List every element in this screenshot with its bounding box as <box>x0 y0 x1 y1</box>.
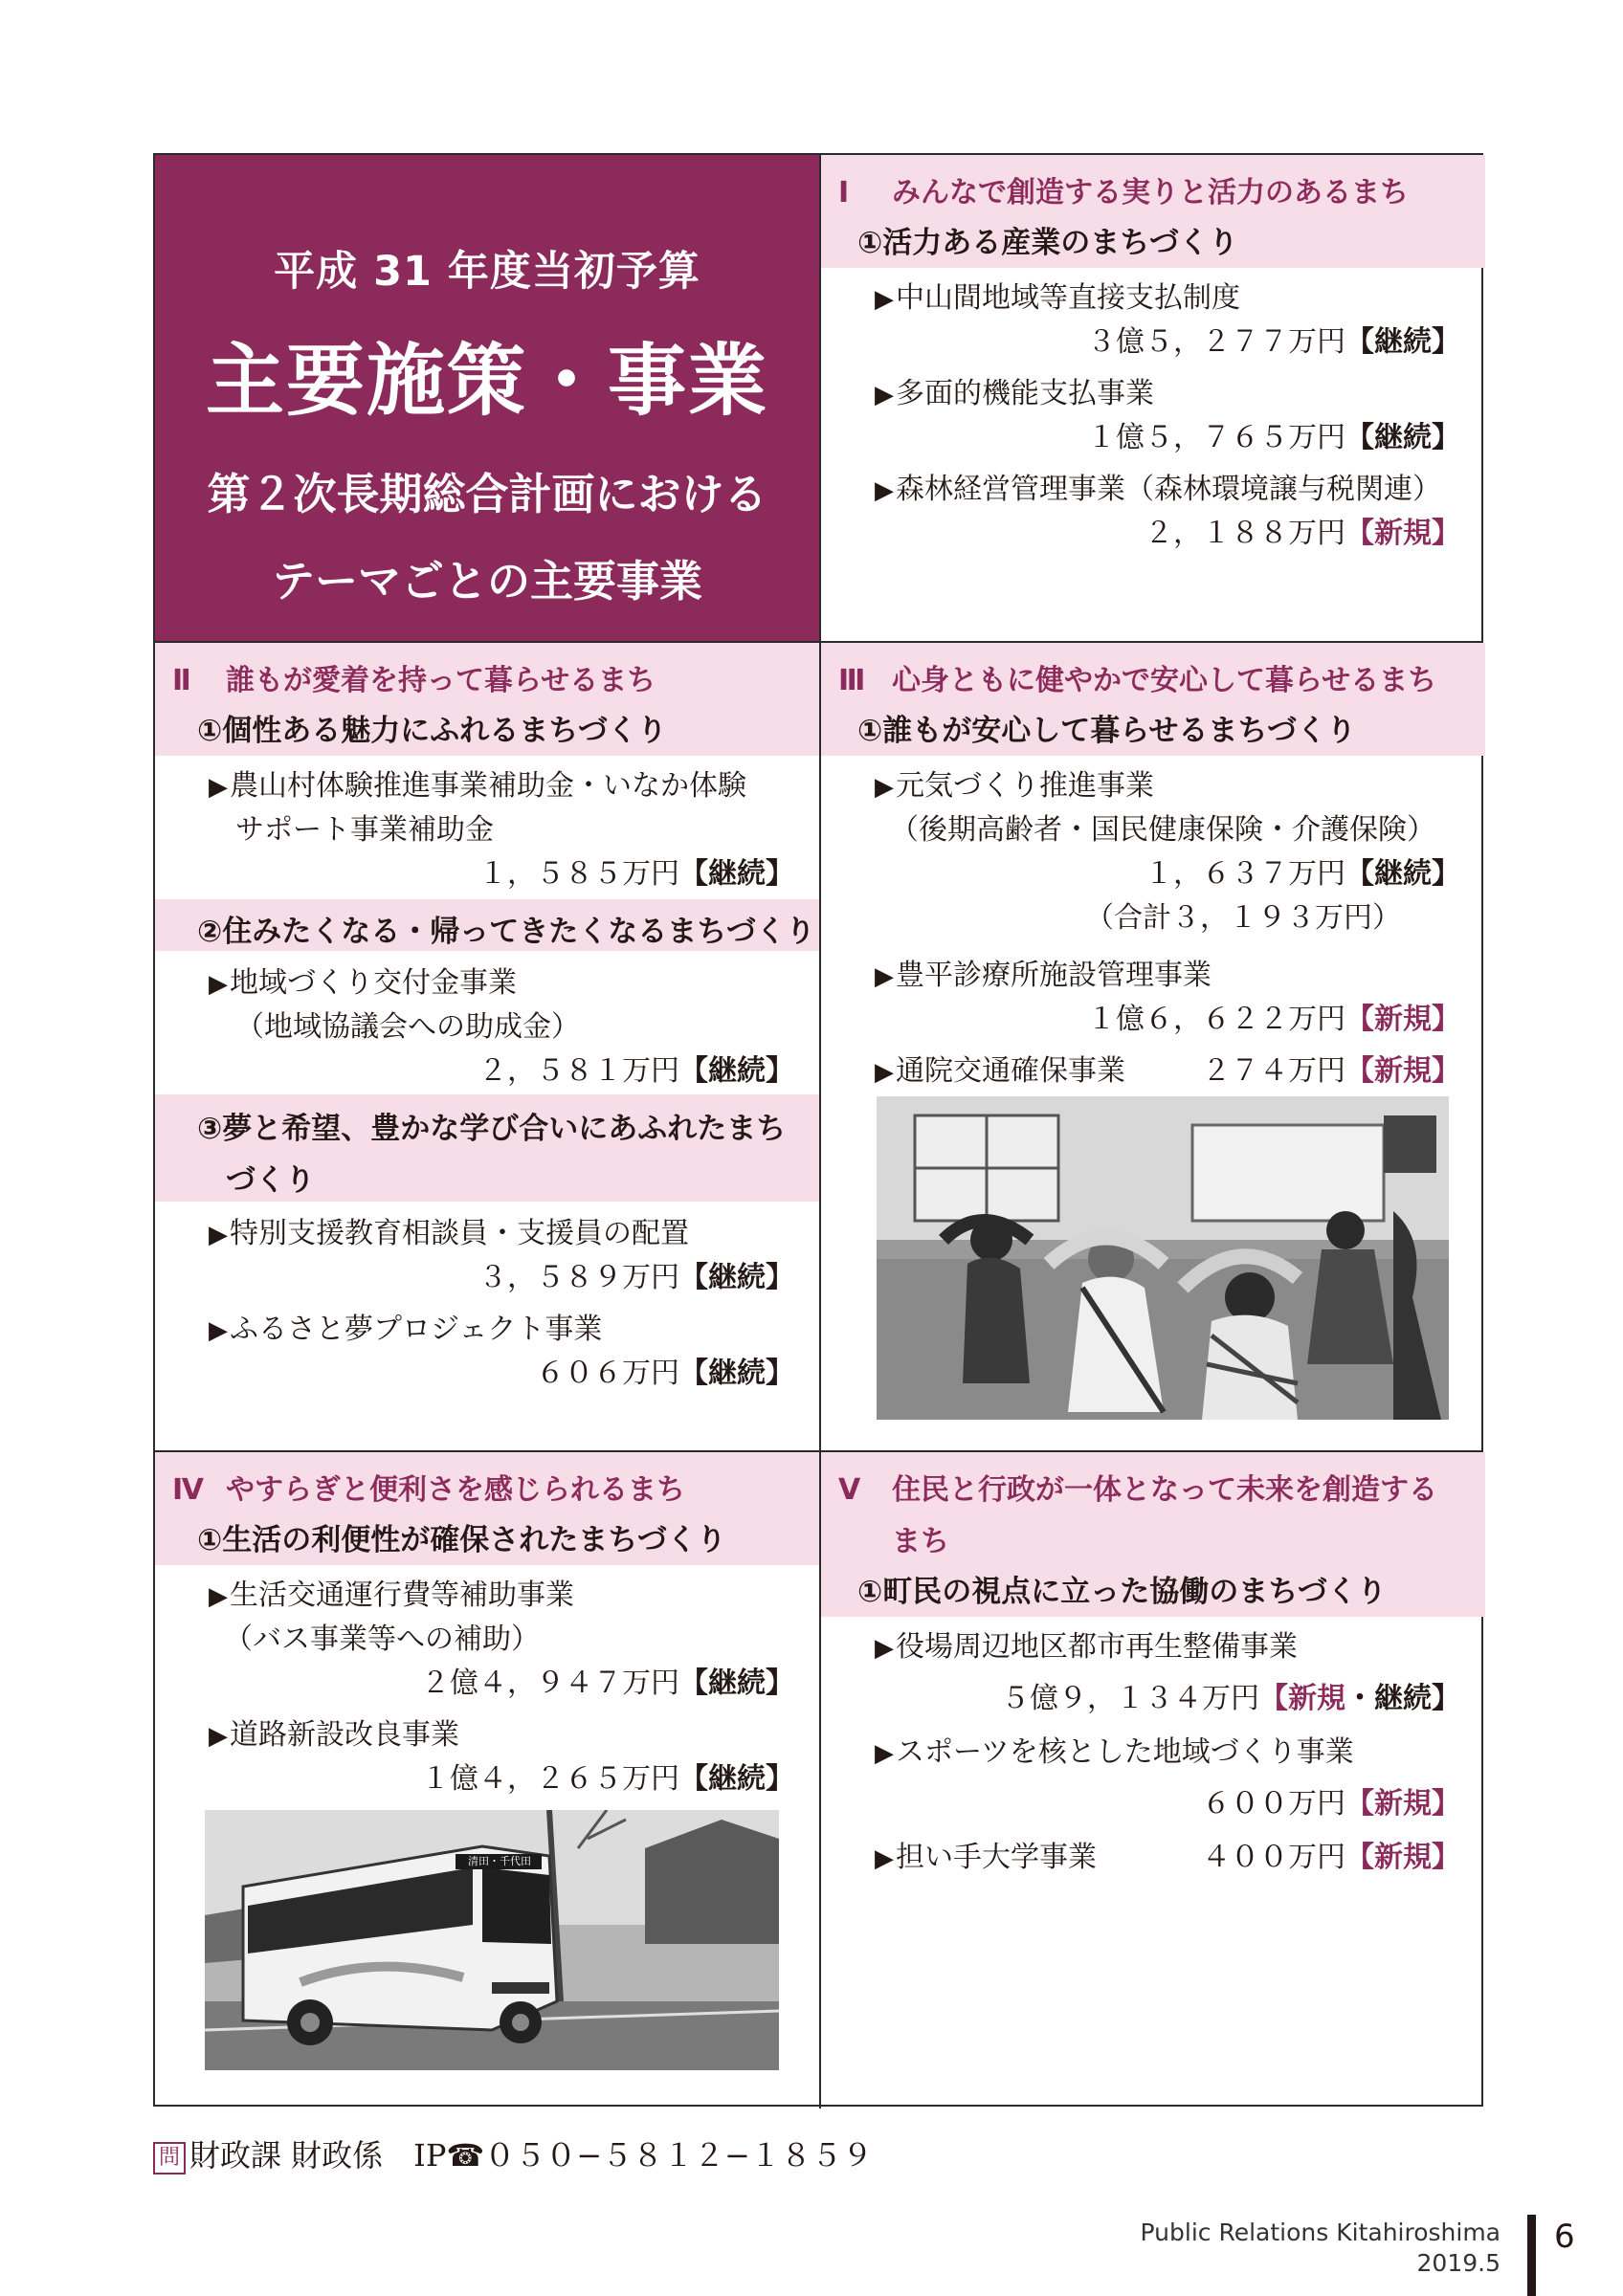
amount-chusankan: ３億５，２７７万円【継続】 <box>1087 325 1460 359</box>
amount-ninaite: ４００万円【新規】 <box>1202 1841 1460 1874</box>
item-chiikizukuri: ▶地域づくり交付金事業 <box>209 966 517 1000</box>
item-ninaite: ▶担い手大学事業 <box>875 1841 1097 1874</box>
item-tokubetsu: ▶特別支援教育相談員・支援員の配置 <box>209 1217 689 1250</box>
section-1-title: Ⅰ みんなで創造する実りと活力のあるまち <box>838 176 1409 210</box>
subtitle-line1: 第２次長期総合計画における <box>207 469 767 519</box>
item-yakuba: ▶役場周辺地区都市再生整備事業 <box>875 1630 1298 1664</box>
section-2-sub2: ②住みたくなる・帰ってきたくなるまちづくり <box>197 915 815 949</box>
section-2 <box>155 643 819 1450</box>
budget-grid <box>153 153 1483 2107</box>
section-2-title: Ⅱ 誰もが愛着を持って暮らせるまち <box>172 664 656 697</box>
amount-yakuba: ５億９，１３４万円【新規・継続】 <box>1001 1682 1460 1715</box>
title-panel <box>155 155 819 641</box>
section-5 <box>821 1452 1485 2108</box>
section-5-title-line2: まち <box>892 1525 949 1558</box>
amount-genkizukuri: １，６３７万円【継続】 <box>1145 857 1460 891</box>
amount-tamenteki: １億５，７６５万円【継続】 <box>1087 421 1460 454</box>
section-1 <box>821 155 1485 641</box>
page-number: 6 <box>1554 2218 1575 2256</box>
contact-info <box>153 2131 873 2175</box>
item-seikatsukoutsu: ▶生活交通運行費等補助事業 <box>209 1578 574 1612</box>
item-tsuin: ▶通院交通確保事業 <box>875 1054 1125 1088</box>
amount-shinrin: ２，１８８万円【新規】 <box>1145 517 1460 550</box>
amount-tsuin: ２７４万円【新規】 <box>1202 1054 1460 1088</box>
item-toyohira: ▶豊平診療所施設管理事業 <box>875 959 1212 992</box>
amount-toyohira: １億６，６２２万円【新規】 <box>1087 1003 1460 1036</box>
section-4 <box>155 1452 819 2108</box>
amount-chiikizukuri: ２，５８１万円【継続】 <box>478 1054 794 1088</box>
section-1-sub1: ①活力ある産業のまちづくり <box>857 226 1238 260</box>
inquiry-icon: 問 <box>153 2142 186 2175</box>
exercise-class-photo <box>877 1096 1449 1420</box>
subtitle-line2: テーマごとの主要事業 <box>271 556 702 607</box>
publication-name: Public Relations Kitahiroshima <box>1140 2219 1501 2246</box>
item-genkizukuri-line2: （後期高齢者・国民健康保険・介護保険） <box>890 813 1435 847</box>
footer-divider <box>1527 2215 1536 2296</box>
amount-genkizukuri-total: （合計３，１９３万円） <box>1085 901 1401 935</box>
main-title: 主要施策・事業 <box>205 336 768 427</box>
item-tamenteki: ▶多面的機能支払事業 <box>875 377 1154 410</box>
amount-douro: １億４，２６５万円【継続】 <box>421 1762 794 1796</box>
item-seikatsukoutsu-line2: （バス事業等への補助） <box>224 1623 540 1656</box>
item-genkizukuri: ▶元気づくり推進事業 <box>875 769 1154 803</box>
item-nousanson: ▶農山村体験推進事業補助金・いなか体験 <box>209 769 746 803</box>
bus-destination-sign: 清田・千代田 <box>468 1855 531 1867</box>
section-2-sub1: ①個性ある魅力にふれるまちづくり <box>197 714 667 748</box>
amount-furusato: ６０６万円【継続】 <box>536 1357 794 1390</box>
item-chusankan: ▶中山間地域等直接支払制度 <box>875 281 1240 315</box>
footer <box>1141 2218 1501 2279</box>
amount-nousanson: １，５８５万円【継続】 <box>478 857 794 891</box>
section-3-title: Ⅲ 心身ともに健やかで安心して暮らせるまち <box>838 664 1437 697</box>
amount-tokubetsu: ３，５８９万円【継続】 <box>478 1261 794 1294</box>
section-4-title: Ⅳ やすらぎと便利さを感じられるまち <box>172 1473 685 1507</box>
section-2-sub3-line1: ③夢と希望、豊かな学び合いにあふれたまち <box>197 1112 787 1146</box>
publication-date: 2019.5 <box>1416 2249 1501 2277</box>
contact-text: 財政課 財政係 IP☎０５０−５８１２−１８５９ <box>189 2137 873 2174</box>
amount-seikatsukoutsu: ２億４，９４７万円【継続】 <box>421 1667 794 1700</box>
item-nousanson-line2: サポート事業補助金 <box>235 813 494 847</box>
item-shinrin: ▶森林経営管理事業（森林環境譲与税関連） <box>875 473 1441 506</box>
section-4-sub1: ①生活の利便性が確保されたまちづくり <box>197 1523 726 1557</box>
section-5-sub1: ①町民の視点に立った協働のまちづくり <box>857 1575 1387 1609</box>
section-5-title: Ⅴ 住民と行政が一体となって未来を創造する <box>838 1473 1437 1507</box>
amount-sports: ６００万円【新規】 <box>1202 1787 1460 1821</box>
item-sports: ▶スポーツを核とした地域づくり事業 <box>875 1735 1354 1769</box>
budget-year-title: 平成 31 年度当初予算 <box>274 248 700 296</box>
section-3 <box>821 643 1485 1450</box>
bus-photo <box>205 1810 779 2070</box>
item-furusato: ▶ふるさと夢プロジェクト事業 <box>209 1313 603 1346</box>
item-chiikizukuri-line2: （地域協議会への助成金） <box>235 1010 580 1044</box>
item-douro: ▶道路新設改良事業 <box>209 1718 459 1752</box>
section-3-sub1: ①誰もが安心して暮らせるまちづくり <box>857 714 1357 748</box>
section-2-sub3-line2: づくり <box>226 1163 315 1198</box>
